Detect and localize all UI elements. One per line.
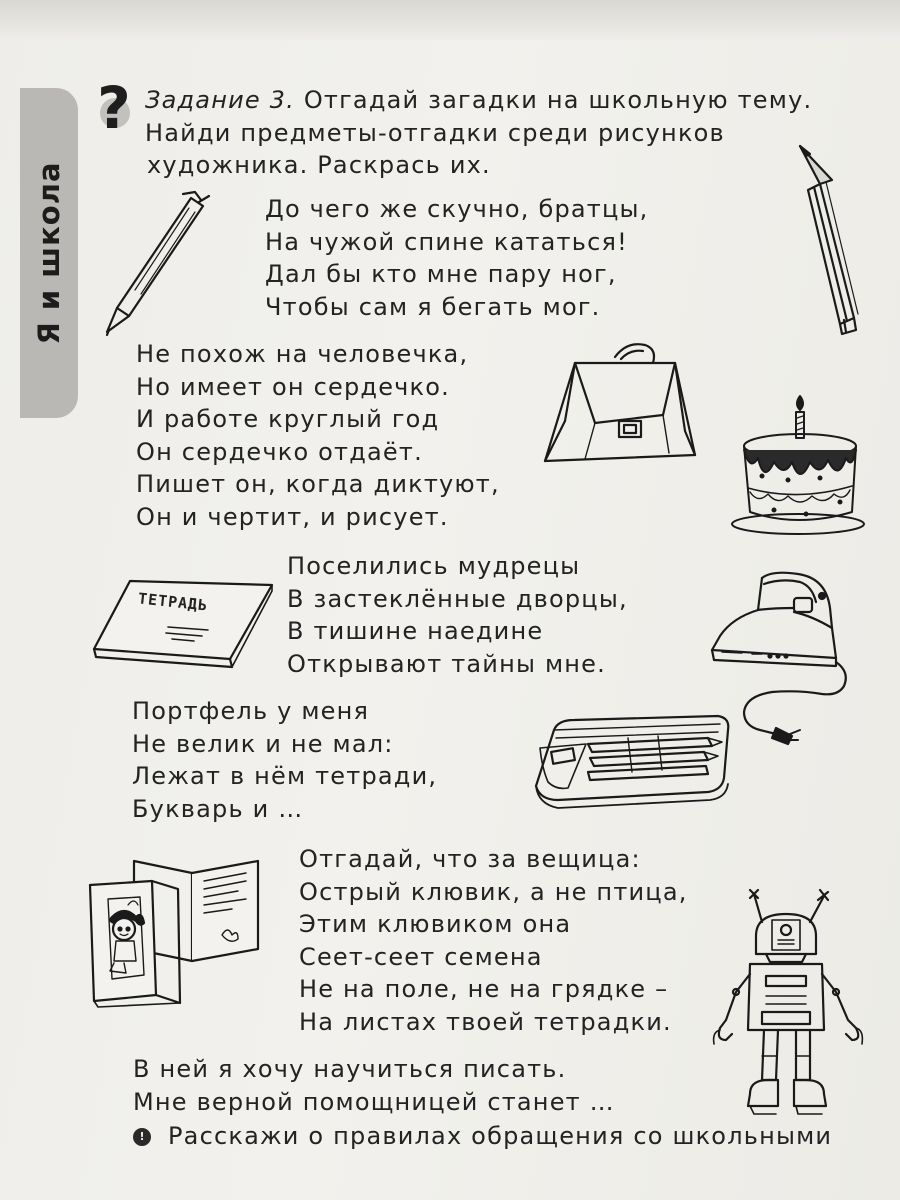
discussion-prompt: Расскажи о правилах обращения со школьными [168,1122,833,1150]
riddle-line: До чего же скучно, братцы, [265,195,649,223]
riddle-line: Открывают тайны мне. [287,649,606,678]
riddle-line: Он и чертит, и рисует. [136,502,449,531]
riddle-6 [133,1053,615,1118]
pencil-case-icon [528,708,733,818]
riddle-line: Дал бы кто мне пару ног, [265,260,617,288]
robot-icon [706,880,866,1150]
riddle-1 [265,193,649,323]
riddle-line: В тишине наедине [287,617,544,645]
page-edge-shadow [0,0,900,40]
riddle-5 [299,843,688,1038]
lightbulb-icon: ! [133,1128,151,1146]
riddle-line: Сеет-сеет семена [299,942,543,971]
riddle-line: Отгадай, что за вещица: [299,845,641,873]
riddle-line: Он сердечко отдаёт. [136,437,423,466]
riddle-line: На чужой спине кататься! [265,227,628,256]
task-instruction-line1: Отгадай загадки на школьную тему. [303,86,813,114]
pencil-icon [792,140,867,340]
task-instruction-line3: художника. Раскрась их. [147,151,491,179]
riddle-line: Чтобы сам я бегать мог. [265,292,601,321]
pen-icon [95,190,215,340]
riddle-line: Лежат в нём тетради, [132,762,438,790]
riddle-line: И работе круглый год [136,405,440,433]
riddle-line: Пишет он, когда диктуют, [136,470,500,498]
books-icon [82,855,282,1015]
riddle-line: В ней я хочу научиться писать. [133,1055,567,1083]
notebook-cover-label: ТЕТРАДЬ [137,589,209,615]
bag-icon [535,335,705,475]
section-side-tab-label: Я и школа [32,161,66,345]
task-heading [145,84,812,182]
riddle-line: Не похож на человечка, [136,340,469,368]
riddle-line: Букварь и … [132,794,304,823]
riddle-line: Но имеет он сердечко. [136,372,450,401]
riddle-line: Этим клювиком она [299,910,572,938]
riddle-line: Портфель у меня [132,697,370,725]
riddle-line: Не на поле, не на грядке – [299,975,669,1003]
riddle-line: Острый клювик, а не птица, [299,877,688,906]
riddle-4 [132,695,437,825]
riddle-3 [287,550,628,680]
question-mark-icon: ? [97,74,131,142]
riddle-line: Мне верной помощницей станет … [133,1087,615,1116]
riddle-line: На листах твоей тетрадки. [299,1007,672,1036]
riddle-line: Не велик и не мал: [132,729,394,758]
riddle-line: Поселились мудрецы [287,552,581,580]
riddle-2 [136,338,500,533]
cake-icon [728,392,868,542]
task-instruction-line2: Найди предметы-отгадки среди рисунков [145,118,725,147]
task-label: Задание 3. [145,86,295,114]
notebook-icon [90,575,275,675]
riddle-line: В застеклённые дворцы, [287,584,628,613]
